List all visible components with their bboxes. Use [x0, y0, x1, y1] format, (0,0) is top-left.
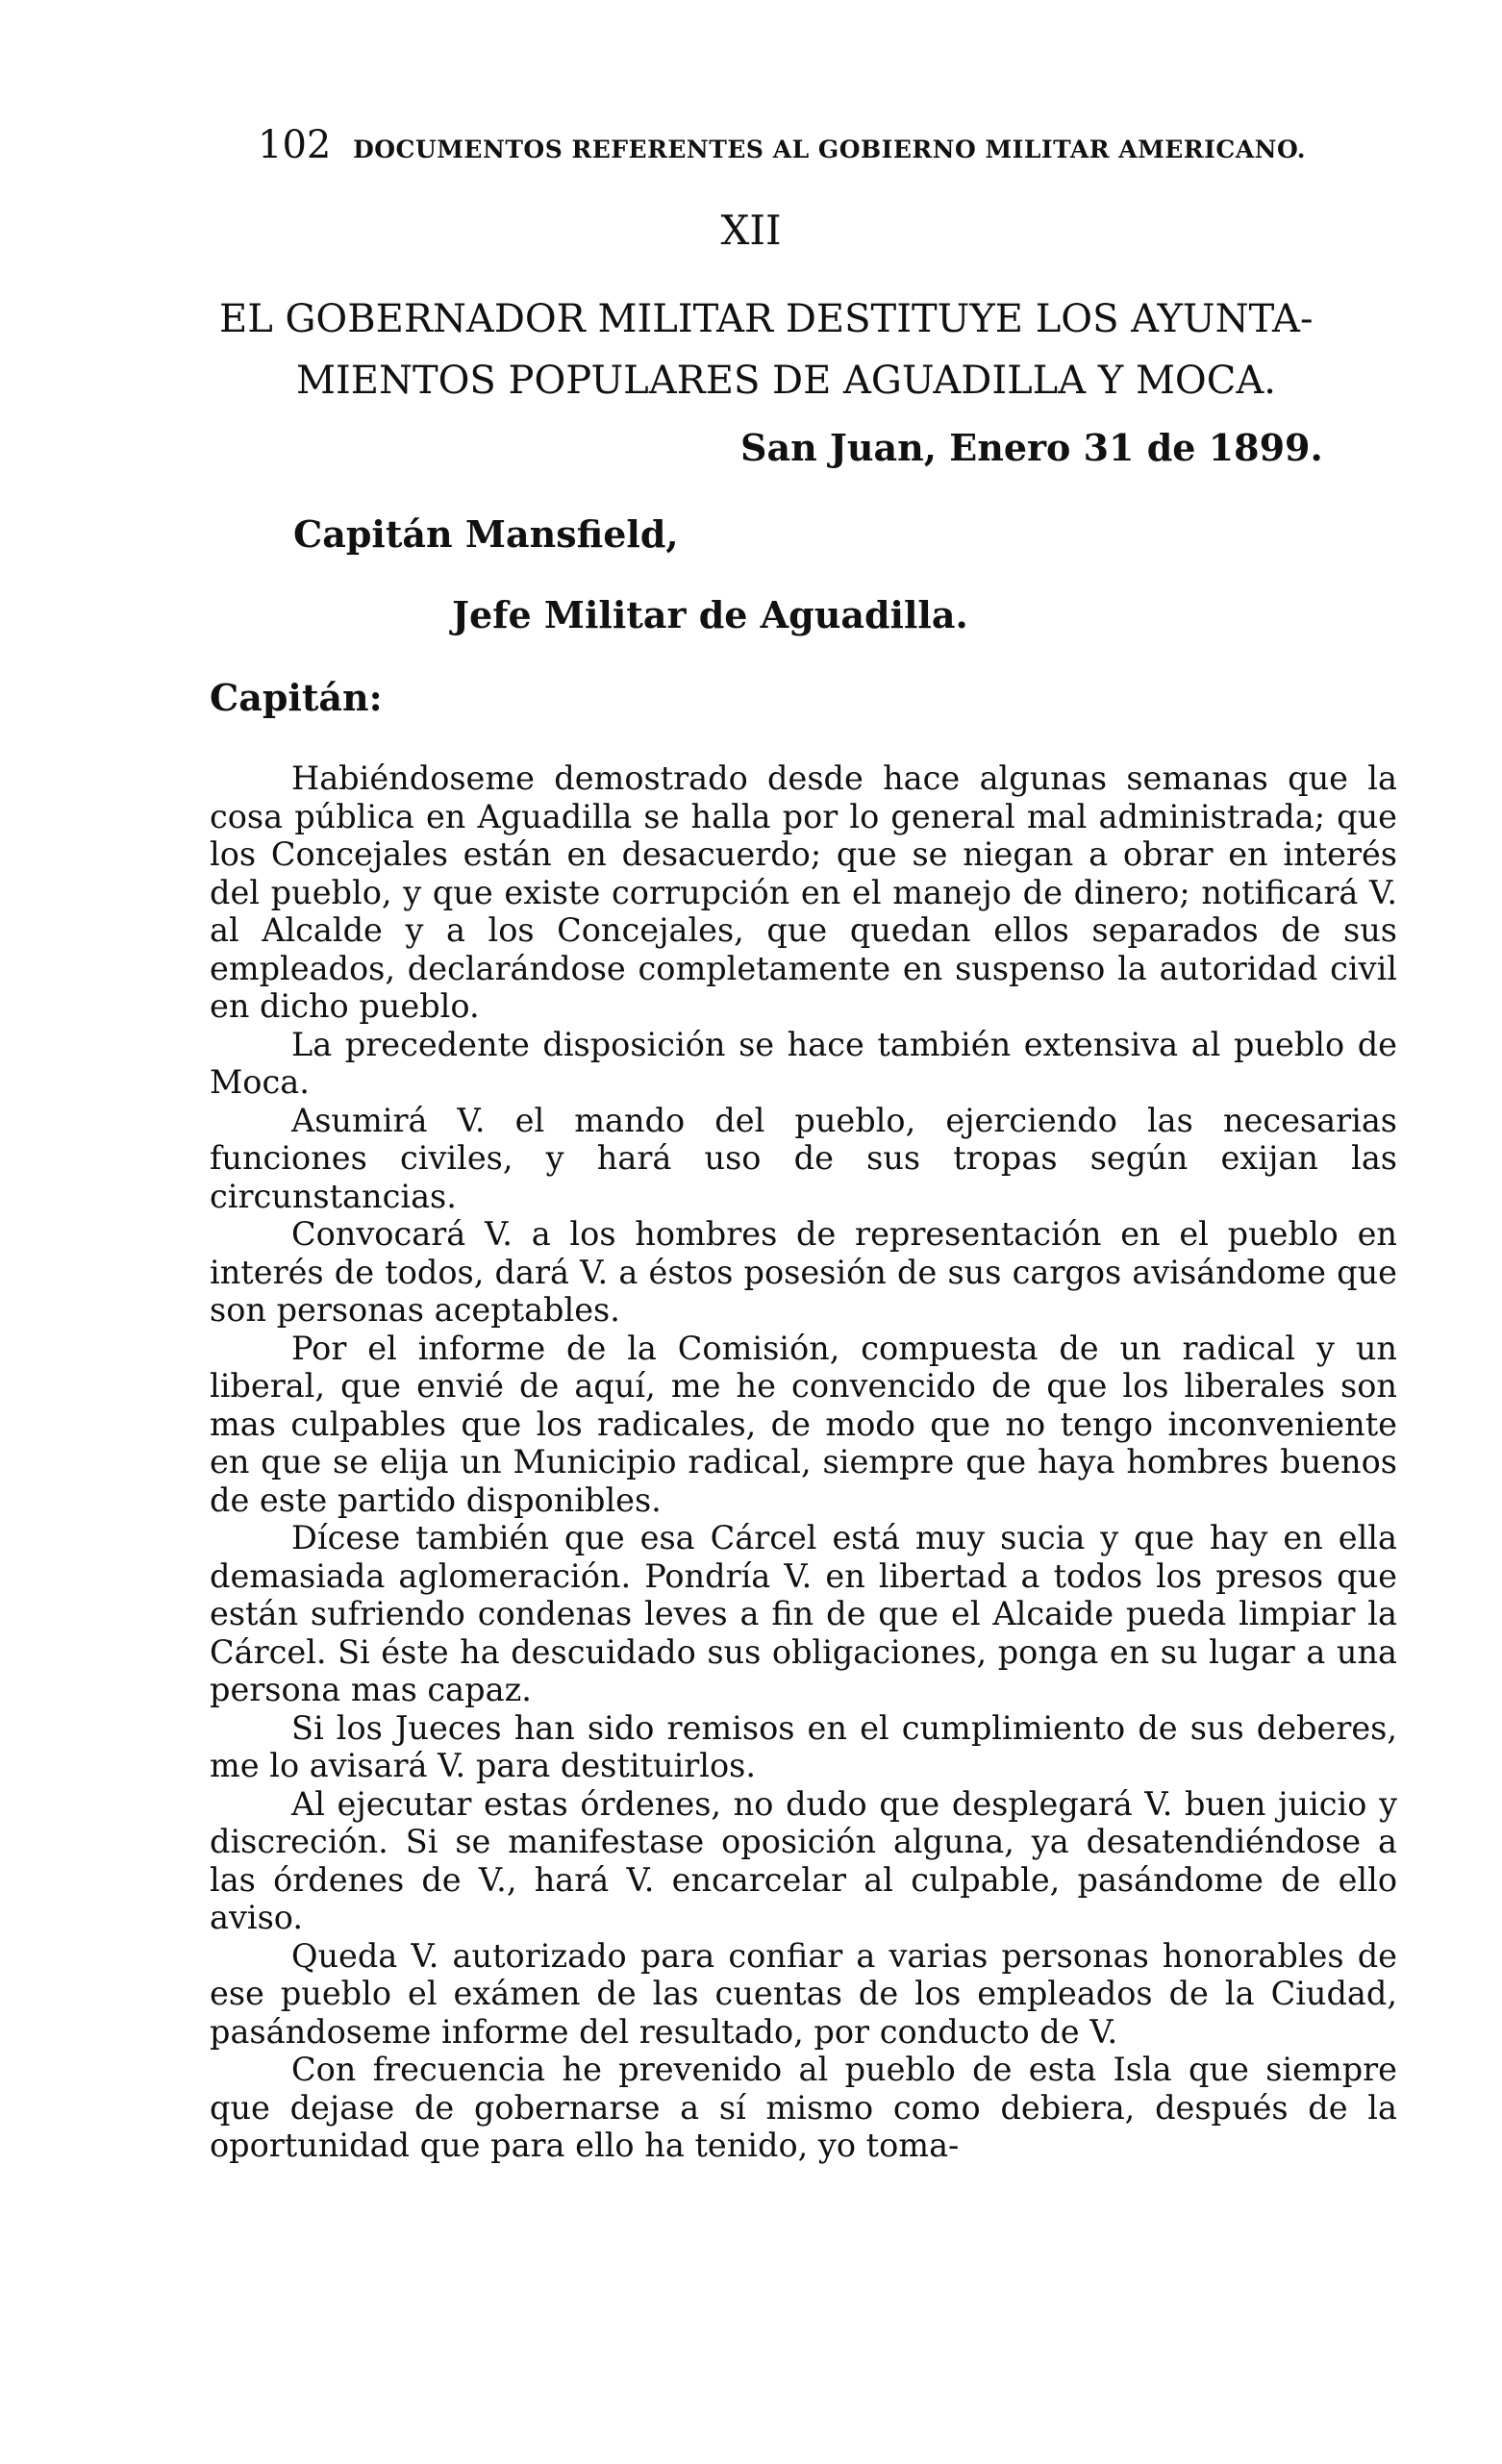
paragraph: Queda V. autorizado para confiar a varias personas honorables de ese pueblo el exámen de las cuentas de los empleados de la Ciudad, pasándoseme informe del resultado, por conducto de V.: [210, 1936, 1397, 2051]
paragraph: Dícese también que esa Cárcel está muy sucia y que hay en ella demasiada aglomeración. Pondría V. en libertad a todos los presos que están sufriendo condenas leves a fin de que el Alcaide pueda limpiar la Cárcel. Si éste ha descuidado sus obligaciones, ponga en su lugar a una persona mas capaz.: [210, 1519, 1397, 1708]
letter-body: [210, 759, 1397, 2165]
chapter-title-line-1: EL GOBERNADOR MILITAR DESTITUYE LOS AYUNTA-: [219, 297, 1314, 341]
chapter-title-line-2: MIENTOS POPULARES DE AGUADILLA Y MOCA.: [296, 359, 1276, 403]
paragraph: Convocará V. a los hombres de representación en el pueblo en interés de todos, dará V. a éstos posesión de sus cargos avisándome que son personas aceptables.: [210, 1215, 1397, 1329]
chapter-title: [219, 288, 1402, 411]
paragraph: Al ejecutar estas órdenes, no dudo que desplegará V. buen juicio y discreción. Si se manifestase oposición alguna, ya desatendiéndose a las órdenes de V., hará V. encarcelar al culpable, pasándome de ello aviso.: [210, 1784, 1397, 1936]
paragraph: Habiéndoseme demostrado desde hace algunas semanas que la cosa pública en Aguadilla se halla por lo general mal administrada; que los Concejales están en desacuerdo; que se niegan a obrar en interés del pueblo, y que existe corrupción en el manejo de dinero; notificará V. al Alcalde y a los Concejales, que quedan ellos separados de sus empleados, declarándose completamente en suspenso la autoridad civil en dicho pueblo.: [210, 759, 1397, 1025]
paragraph: Con frecuencia he prevenido al pueblo de esta Isla que siempre que dejase de gobernarse a sí mismo como debiera, después de la oportunidad que para ello ha tenido, yo toma-: [210, 2051, 1397, 2164]
addressee-name: Capitán Mansfield,: [293, 512, 679, 556]
salutation: Capitán:: [210, 676, 383, 719]
paragraph: Si los Jueces han sido remisos en el cumplimiento de sus deberes, me lo avisará V. para destituirlos.: [210, 1708, 1397, 1784]
paragraph: La precedente disposición se hace también extensiva al pueblo de Moca.: [210, 1025, 1397, 1101]
running-header: [258, 123, 1354, 167]
running-title: DOCUMENTOS REFERENTES AL GOBIERNO MILITAR AMERICANO.: [353, 136, 1306, 163]
page-number: 102: [258, 123, 332, 167]
addressee-post: Jefe Militar de Aguadilla.: [452, 593, 968, 636]
paragraph: Por el informe de la Comisión, compuesta de un radical y un liberal, que envié de aquí, me he convencido de que los liberales son mas culpables que los radicales, de modo que no tengo inconveniente en que se elija un Municipio radical, siempre que haya hombres buenos de este partido disponibles.: [210, 1329, 1397, 1519]
letter-dateline: San Juan, Enero 31 de 1899.: [740, 426, 1323, 469]
chapter-number: XII: [720, 207, 782, 254]
paragraph: Asumirá V. el mando del pueblo, ejerciendo las necesarias funciones civiles, y hará uso de sus tropas según exijan las circunstancias.: [210, 1101, 1397, 1215]
